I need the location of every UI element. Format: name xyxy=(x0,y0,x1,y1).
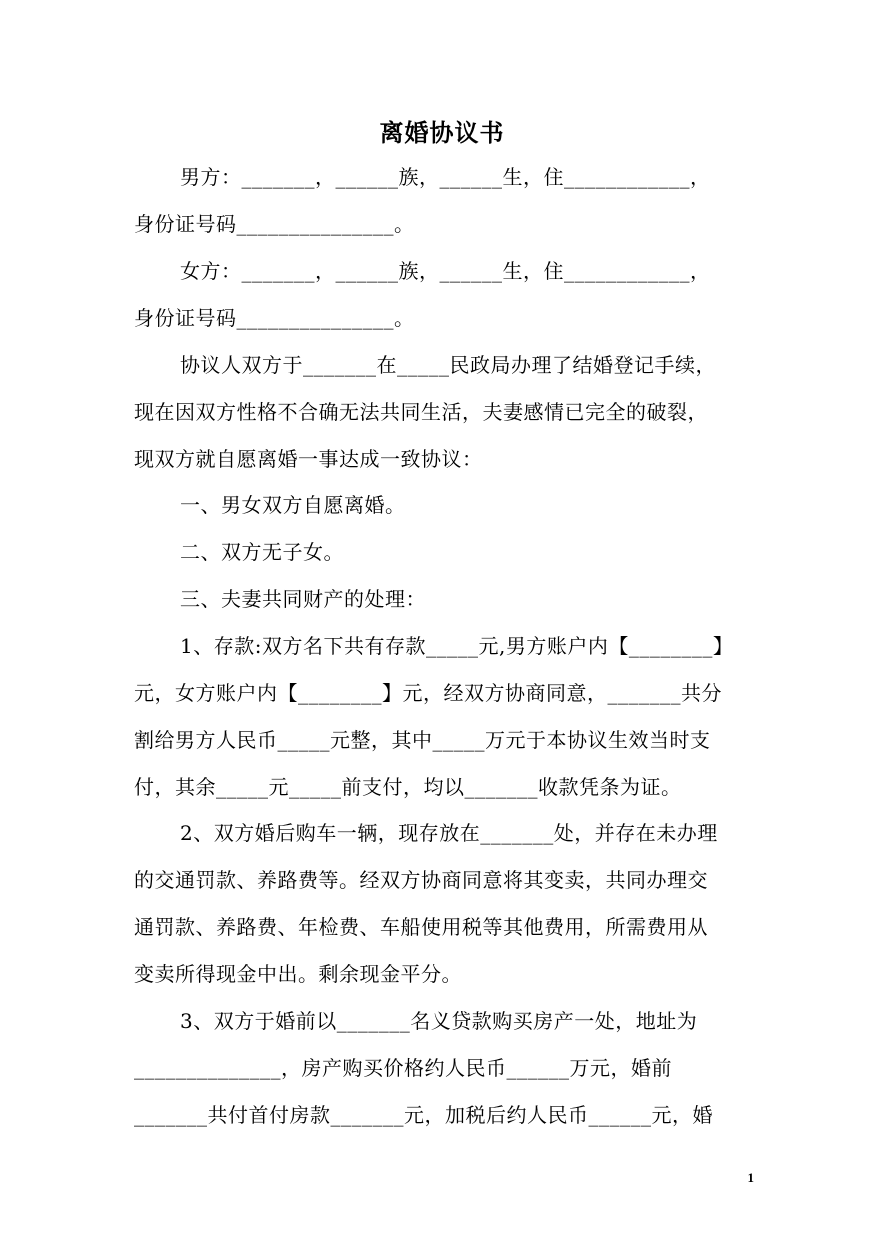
paragraph-line: 现在因双方性格不合确无法共同生活，夫妻感情已完全的破裂， xyxy=(134,400,708,424)
paragraph-line: 割给男方人民币_____元整，其中_____万元于本协议生效当时支 xyxy=(134,728,711,752)
paragraph-line: 付，其余_____元_____前支付，均以_______收款凭条为证。 xyxy=(134,775,682,799)
male-party-line: 男方：_______，______族，______生，住____________， xyxy=(180,165,711,189)
clause-three: 三、夫妻共同财产的处理： xyxy=(180,587,426,611)
clause-one: 一、男女双方自愿离婚。 xyxy=(180,493,406,517)
paragraph-line: 2、双方婚后购车一辆，现存放在_______处，并存在未办理 xyxy=(180,821,718,845)
female-party-line: 女方：_______，______族，______生，住____________， xyxy=(180,259,711,283)
female-id-line: 身份证号码_______________。 xyxy=(134,306,415,330)
paragraph-line: 现双方就自愿离婚一事达成一致协议： xyxy=(134,447,483,471)
male-id-line: 身份证号码_______________。 xyxy=(134,212,415,236)
paragraph-line: 3、双方于婚前以_______名义贷款购买房产一处，地址为 xyxy=(180,1009,698,1033)
paragraph-line: 通罚款、养路费、年检费、车船使用税等其他费用，所需费用从 xyxy=(134,915,708,939)
paragraph-line: 1、存款:双方名下共有存款_____元,男方账户内【________】 xyxy=(180,634,734,658)
paragraph-line: _______共付首付房款_______元，加税后约人民币______元，婚 xyxy=(134,1103,713,1127)
page-number: 1 xyxy=(747,1170,754,1185)
clause-two: 二、双方无子女。 xyxy=(180,540,344,564)
paragraph-line: 变卖所得现金中出。剩余现金平分。 xyxy=(134,962,462,986)
document-title: 离婚协议书 xyxy=(379,118,505,147)
paragraph-line: ______________，房产购买价格约人民币______万元，婚前 xyxy=(134,1056,672,1080)
paragraph-line: 元，女方账户内【________】元，经双方协商同意，_______共分 xyxy=(134,681,722,705)
paragraph-line: 协议人双方于_______在_____民政局办理了结婚登记手续， xyxy=(180,353,716,377)
paragraph-line: 的交通罚款、养路费等。经双方协商同意将其变卖，共同办理交 xyxy=(134,868,708,892)
